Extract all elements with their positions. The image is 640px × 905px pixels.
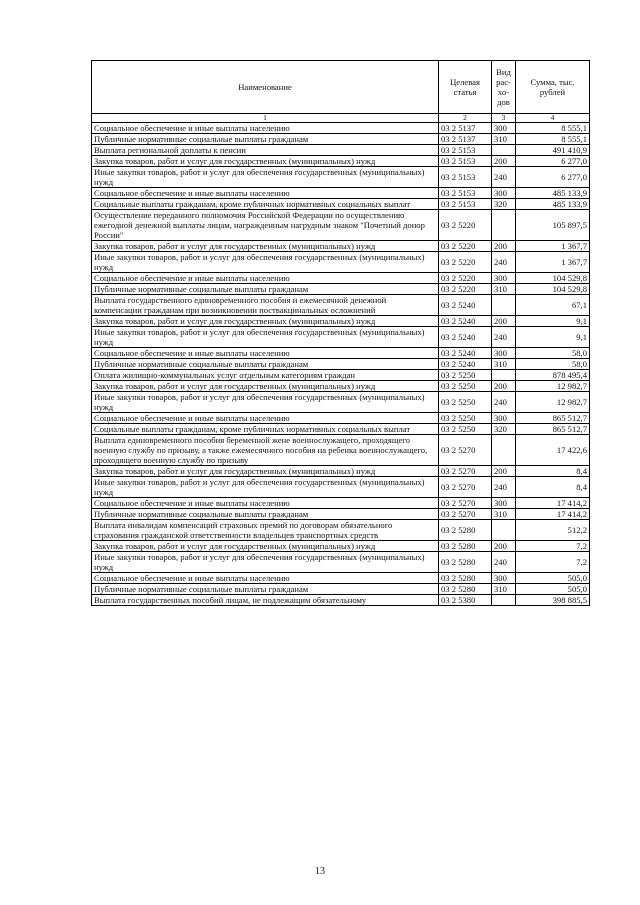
table-row	[92, 348, 590, 359]
row-vid: 200	[492, 316, 516, 327]
row-code: 03 2 5220	[439, 210, 492, 241]
row-code: 03 2 5240	[439, 295, 492, 316]
row-sum: 12 982,7	[516, 392, 590, 413]
row-name: Социальные выплаты гражданам, кроме публичных нормативных социальных выплат	[92, 424, 439, 435]
table-row	[92, 498, 590, 509]
row-code: 03 2 5280	[439, 573, 492, 584]
row-sum: 12 982,7	[516, 381, 590, 392]
column-number: 4	[516, 114, 590, 123]
table-row	[92, 134, 590, 145]
row-name: Социальное обеспечение и иные выплаты населению	[92, 413, 439, 424]
column-number: 3	[492, 114, 516, 123]
row-name: Публичные нормативные социальные выплаты гражданам	[92, 284, 439, 295]
row-sum: 58,0	[516, 348, 590, 359]
table-row	[92, 167, 590, 188]
row-name: Закупка товаров, работ и услуг для государственных (муниципальных) нужд	[92, 241, 439, 252]
row-vid: 310	[492, 134, 516, 145]
row-code: 03 2 5280	[439, 584, 492, 595]
row-code: 03 2 5250	[439, 392, 492, 413]
row-code: 03 2 5270	[439, 509, 492, 520]
table-row	[92, 327, 590, 348]
row-code: 03 2 5380	[439, 595, 492, 606]
table-header-row	[92, 61, 590, 114]
row-sum: 58,0	[516, 359, 590, 370]
row-name: Закупка товаров, работ и услуг для государственных (муниципальных) нужд	[92, 156, 439, 167]
row-sum: 878 495,4	[516, 370, 590, 381]
row-sum: 67,1	[516, 295, 590, 316]
table-row	[92, 413, 590, 424]
row-vid: 240	[492, 327, 516, 348]
row-sum: 6 277,0	[516, 167, 590, 188]
row-vid: 240	[492, 392, 516, 413]
row-name: Иные закупки товаров, работ и услуг для обеспечения государственных (муниципальных) нужд	[92, 252, 439, 273]
column-number-row	[92, 114, 590, 123]
row-name: Социальное обеспечение и иные выплаты населению	[92, 498, 439, 509]
row-code: 03 2 5137	[439, 134, 492, 145]
page-number: 13	[315, 866, 325, 877]
row-name: Публичные нормативные социальные выплаты гражданам	[92, 359, 439, 370]
table-row	[92, 359, 590, 370]
row-code: 03 2 5220	[439, 284, 492, 295]
row-vid: 240	[492, 552, 516, 573]
row-code: 03 2 5280	[439, 552, 492, 573]
table-row	[92, 284, 590, 295]
row-name: Выплата инвалидам компенсаций страховых премий по договорам обязательного страхования гражданской ответственности владельцев транспортных средств	[92, 520, 439, 541]
row-name: Публичные нормативные социальные выплаты гражданам	[92, 509, 439, 520]
row-code: 03 2 5153	[439, 199, 492, 210]
row-vid: 300	[492, 413, 516, 424]
row-code: 03 2 5250	[439, 381, 492, 392]
row-sum: 865 512,7	[516, 424, 590, 435]
table-row	[92, 584, 590, 595]
row-vid: 320	[492, 424, 516, 435]
row-sum: 17 414,2	[516, 498, 590, 509]
row-code: 03 2 5220	[439, 252, 492, 273]
row-code: 03 2 5250	[439, 370, 492, 381]
row-sum: 485 133,9	[516, 188, 590, 199]
row-name: Публичные нормативные социальные выплаты гражданам	[92, 584, 439, 595]
row-name: Социальное обеспечение и иные выплаты населению	[92, 123, 439, 134]
row-vid: 200	[492, 381, 516, 392]
row-vid	[492, 210, 516, 241]
table-row	[92, 252, 590, 273]
row-name: Социальные выплаты гражданам, кроме публичных нормативных социальных выплат	[92, 199, 439, 210]
header-name: Наименование	[92, 61, 439, 114]
row-vid: 200	[492, 156, 516, 167]
row-name: Социальное обеспечение и иные выплаты населению	[92, 573, 439, 584]
row-vid: 310	[492, 584, 516, 595]
row-code: 03 2 5220	[439, 273, 492, 284]
table-row	[92, 520, 590, 541]
row-name: Закупка товаров, работ и услуг для государственных (муниципальных) нужд	[92, 541, 439, 552]
row-code: 03 2 5153	[439, 156, 492, 167]
header-code: Целевая статья	[439, 61, 492, 114]
row-sum: 8,4	[516, 466, 590, 477]
row-name: Иные закупки товаров, работ и услуг для обеспечения государственных (муниципальных) нужд	[92, 552, 439, 573]
row-vid: 300	[492, 348, 516, 359]
table-row	[92, 466, 590, 477]
row-vid: 300	[492, 123, 516, 134]
row-sum: 9,1	[516, 327, 590, 348]
row-vid: 200	[492, 466, 516, 477]
row-code: 03 2 5250	[439, 413, 492, 424]
row-vid: 300	[492, 573, 516, 584]
table-row	[92, 188, 590, 199]
table-row	[92, 273, 590, 284]
row-code: 03 2 5240	[439, 359, 492, 370]
row-name: Осуществление переданного полномочия Российской Федерации по осуществлению ежегодной денежной выплаты лицам, награжденным нагрудным знаком "Почетный донор России"	[92, 210, 439, 241]
table-row	[92, 199, 590, 210]
row-name: Закупка товаров, работ и услуг для государственных (муниципальных) нужд	[92, 381, 439, 392]
row-name: Выплата единовременного пособия беременной жене военнослужащего, проходящего военную службу по призыву, а также ежемесячного пособия на ребенка военнослужащего, проходящего военную службу по призыву	[92, 435, 439, 466]
row-vid: 240	[492, 477, 516, 498]
row-name: Выплата государственного единовременного пособия и ежемесячной денежной компенсации гражданам при возникновении поствакцинальных осложнений	[92, 295, 439, 316]
row-name: Закупка товаров, работ и услуг для государственных (муниципальных) нужд	[92, 466, 439, 477]
row-code: 03 2 5153	[439, 145, 492, 156]
table-row	[92, 370, 590, 381]
table-row	[92, 509, 590, 520]
row-vid: 300	[492, 498, 516, 509]
row-name: Иные закупки товаров, работ и услуг для обеспечения государственных (муниципальных) нужд	[92, 392, 439, 413]
row-name: Социальное обеспечение и иные выплаты населению	[92, 273, 439, 284]
row-code: 03 2 5270	[439, 466, 492, 477]
row-sum: 104 529,8	[516, 284, 590, 295]
row-vid	[492, 370, 516, 381]
row-sum: 505,0	[516, 573, 590, 584]
table-row	[92, 381, 590, 392]
row-code: 03 2 5270	[439, 498, 492, 509]
table-row	[92, 424, 590, 435]
row-name: Оплата жилищно-коммунальных услуг отдельным категориям граждан	[92, 370, 439, 381]
row-vid: 300	[492, 273, 516, 284]
row-vid: 310	[492, 509, 516, 520]
row-code: 03 2 5250	[439, 424, 492, 435]
row-vid	[492, 295, 516, 316]
row-sum: 491 410,9	[516, 145, 590, 156]
row-vid: 320	[492, 199, 516, 210]
row-sum: 7,2	[516, 552, 590, 573]
row-code: 03 2 5153	[439, 167, 492, 188]
table-row	[92, 316, 590, 327]
row-sum: 398 885,5	[516, 595, 590, 606]
row-sum: 9,1	[516, 316, 590, 327]
row-vid	[492, 435, 516, 466]
table-row	[92, 435, 590, 466]
row-name: Иные закупки товаров, работ и услуг для обеспечения государственных (муниципальных) нужд	[92, 477, 439, 498]
row-sum: 17 422,6	[516, 435, 590, 466]
column-number: 1	[92, 114, 439, 123]
row-code: 03 2 5240	[439, 316, 492, 327]
table-row	[92, 145, 590, 156]
row-name: Выплата государственных пособий лицам, не подлежащим обязательному	[92, 595, 439, 606]
row-sum: 505,0	[516, 584, 590, 595]
row-sum: 17 414,2	[516, 509, 590, 520]
table-row	[92, 573, 590, 584]
row-sum: 512,2	[516, 520, 590, 541]
row-sum: 8,4	[516, 477, 590, 498]
row-vid	[492, 595, 516, 606]
row-vid	[492, 520, 516, 541]
table-row	[92, 595, 590, 606]
row-name: Иные закупки товаров, работ и услуг для обеспечения государственных (муниципальных) нужд	[92, 167, 439, 188]
row-code: 03 2 5280	[439, 520, 492, 541]
row-sum: 485 133,9	[516, 199, 590, 210]
table-row	[92, 541, 590, 552]
row-name: Закупка товаров, работ и услуг для государственных (муниципальных) нужд	[92, 316, 439, 327]
row-vid: 200	[492, 541, 516, 552]
row-name: Публичные нормативные социальные выплаты гражданам	[92, 134, 439, 145]
row-name: Социальное обеспечение и иные выплаты населению	[92, 348, 439, 359]
row-vid	[492, 145, 516, 156]
header-vid: Вид рас-хо-дов	[492, 61, 516, 114]
row-code: 03 2 5137	[439, 123, 492, 134]
row-code: 03 2 5153	[439, 188, 492, 199]
header-sum: Сумма, тыс. рублей	[516, 61, 590, 114]
row-vid: 300	[492, 188, 516, 199]
table-row	[92, 123, 590, 134]
row-sum: 8 555,1	[516, 123, 590, 134]
table-row	[92, 552, 590, 573]
table-row	[92, 210, 590, 241]
row-code: 03 2 5240	[439, 348, 492, 359]
row-vid: 200	[492, 241, 516, 252]
row-code: 03 2 5270	[439, 435, 492, 466]
row-sum: 6 277,0	[516, 156, 590, 167]
row-vid: 240	[492, 167, 516, 188]
table-row	[92, 241, 590, 252]
row-sum: 1 367,7	[516, 241, 590, 252]
row-code: 03 2 5240	[439, 327, 492, 348]
row-name: Социальное обеспечение и иные выплаты населению	[92, 188, 439, 199]
row-vid: 310	[492, 359, 516, 370]
table-row	[92, 295, 590, 316]
row-vid: 310	[492, 284, 516, 295]
row-sum: 8 555,1	[516, 134, 590, 145]
column-number: 2	[439, 114, 492, 123]
table-row	[92, 392, 590, 413]
table-body	[92, 123, 590, 606]
row-sum: 104 529,8	[516, 273, 590, 284]
row-code: 03 2 5270	[439, 477, 492, 498]
row-code: 03 2 5220	[439, 241, 492, 252]
row-sum: 105 897,5	[516, 210, 590, 241]
table-row	[92, 156, 590, 167]
row-sum: 1 367,7	[516, 252, 590, 273]
row-sum: 865 512,7	[516, 413, 590, 424]
row-name: Выплата региональной доплаты к пенсии	[92, 145, 439, 156]
table-row	[92, 477, 590, 498]
row-vid: 240	[492, 252, 516, 273]
row-sum: 7,2	[516, 541, 590, 552]
row-code: 03 2 5280	[439, 541, 492, 552]
budget-table	[91, 60, 590, 606]
row-name: Иные закупки товаров, работ и услуг для обеспечения государственных (муниципальных) нужд	[92, 327, 439, 348]
